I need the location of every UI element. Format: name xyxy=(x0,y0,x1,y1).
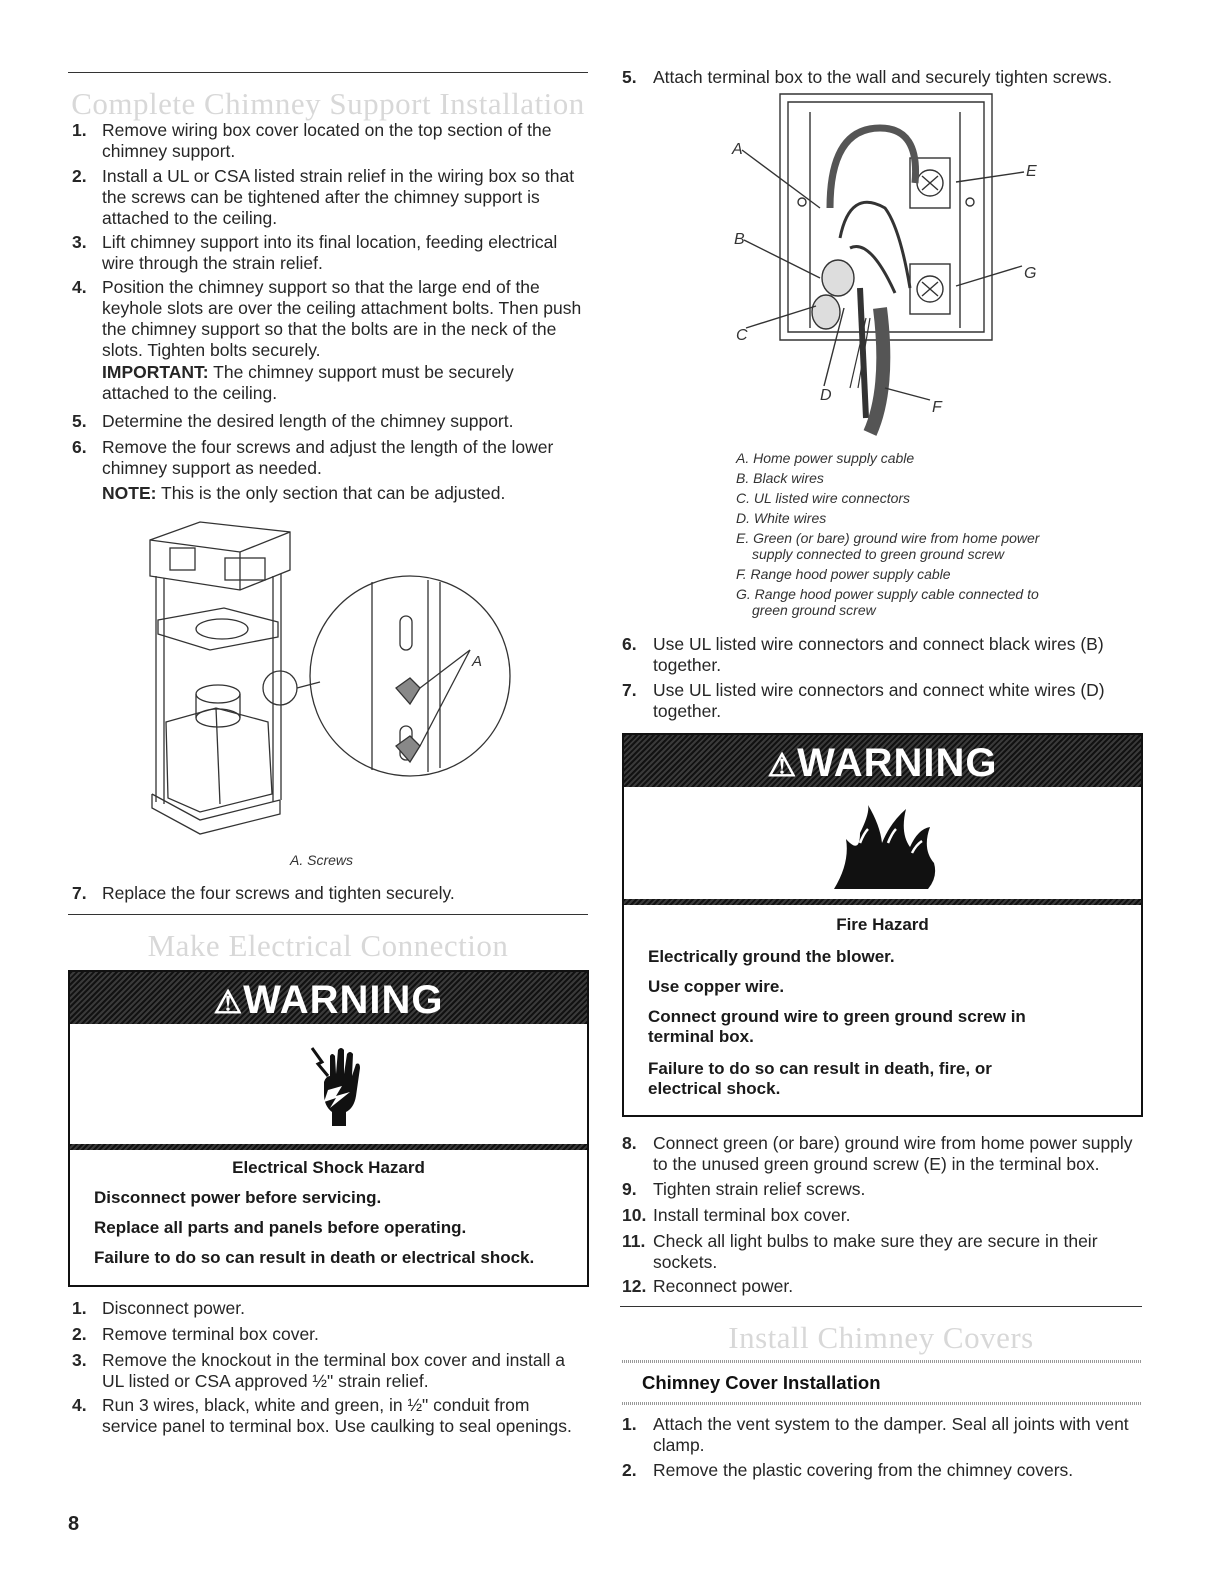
step-number: 6. xyxy=(622,634,637,654)
figure2-label-d: D xyxy=(820,387,832,404)
list-item xyxy=(72,166,587,229)
page-number: 8 xyxy=(68,1513,80,1535)
list-item xyxy=(72,232,587,274)
step-number: 4. xyxy=(72,1395,87,1415)
section-rule xyxy=(68,72,588,73)
step-text: Determine the desired length of the chimney support. xyxy=(102,411,514,431)
section-rule xyxy=(620,1306,1142,1307)
warning-hazard-title: Electrical Shock Hazard xyxy=(232,1158,425,1177)
step-number: 2. xyxy=(72,166,87,186)
step-text: Remove wiring box cover located on the top section of the chimney support. xyxy=(102,120,552,161)
figure1-label-a: A xyxy=(472,653,483,670)
figure2-caption: A. Home power supply cable xyxy=(736,450,915,466)
step-text: Attach the vent system to the damper. Seal all joints with vent clamp. xyxy=(653,1414,1129,1455)
list-item xyxy=(72,1350,587,1392)
warning-divider xyxy=(624,899,1141,905)
step-number: 3. xyxy=(72,232,87,252)
warning-line: Disconnect power before servicing. xyxy=(94,1188,382,1207)
warning-line: Use copper wire. xyxy=(648,977,785,996)
list-item xyxy=(72,277,587,361)
step-text: Lift chimney support into its final location, feeding electrical wire through the strain relief. xyxy=(102,232,558,273)
figure2-caption: E. Green (or bare) ground wire from home power xyxy=(736,530,1040,546)
note-text: This is the only section that can be adjusted. xyxy=(156,483,506,503)
list-item xyxy=(622,1179,1142,1200)
step-number: 12. xyxy=(622,1276,647,1296)
terminal-box-wiring-illustration xyxy=(720,88,1060,443)
figure2-caption: F. Range hood power supply cable xyxy=(736,566,951,582)
section-title-electrical: Make Electrical Connection xyxy=(147,928,509,963)
step-text: Install a UL or CSA listed strain relief in the wiring box so that the screws can be tightened after the chimney support is attached to the ceiling. xyxy=(102,166,575,228)
electrical-shock-icon xyxy=(310,1046,370,1128)
warning-line: Failure to do so can result in death, fire, or electrical shock. xyxy=(648,1059,992,1098)
list-item xyxy=(72,1324,587,1345)
step-number: 10. xyxy=(622,1205,647,1225)
step-number: 5. xyxy=(72,411,87,431)
step-text: Remove terminal box cover. xyxy=(102,1324,319,1344)
step-text: Reconnect power. xyxy=(653,1276,794,1296)
warning-line: Replace all parts and panels before operating. xyxy=(94,1218,467,1237)
step-number: 3. xyxy=(72,1350,87,1370)
step-text: Replace the four screws and tighten securely. xyxy=(102,883,455,903)
list-item xyxy=(72,1298,587,1319)
list-item xyxy=(622,67,1142,88)
step-number: 6. xyxy=(72,437,87,457)
list-item xyxy=(622,1460,1142,1481)
chimney-support-illustration xyxy=(140,512,520,842)
list-item xyxy=(622,1414,1142,1456)
warning-heading: WARNING xyxy=(243,978,444,1022)
step-text: Position the chimney support so that the large end of the keyhole slots are over the ceiling attachment bolts. Then push the chimney support so that the bolts are in the neck of the slots. Tighten bolts securely. xyxy=(102,277,582,360)
step-text: Install terminal box cover. xyxy=(653,1205,851,1225)
subheading-rule-bottom xyxy=(622,1402,1142,1405)
warning-line: Failure to do so can result in death or electrical shock. xyxy=(94,1248,535,1267)
step-number: 11. xyxy=(622,1231,646,1251)
list-item xyxy=(72,883,587,904)
warning-triangle-icon: ⚠ xyxy=(767,747,798,783)
figure2-label-f: F xyxy=(932,399,942,416)
figure2-caption: green ground screw xyxy=(752,602,876,618)
figure2-label-g: G xyxy=(1024,265,1037,282)
step-number: 9. xyxy=(622,1179,637,1199)
step-text: Disconnect power. xyxy=(102,1298,245,1318)
figure2-label-a: A xyxy=(732,141,743,158)
list-item xyxy=(622,634,1142,676)
warning-header xyxy=(624,735,1141,787)
figure2-label-b: B xyxy=(734,231,745,248)
figure2-caption: C. UL listed wire connectors xyxy=(736,490,911,506)
step-number: 8. xyxy=(622,1133,637,1153)
warning-header xyxy=(70,972,587,1024)
warning-line: Electrically ground the blower. xyxy=(648,947,895,966)
important-text: The chimney support must be securely attached to the ceiling. xyxy=(102,362,514,403)
list-item xyxy=(622,1133,1142,1175)
adjust-note xyxy=(102,483,572,504)
step-text: Use UL listed wire connectors and connect black wires (B) together. xyxy=(653,634,1104,675)
step-number: 2. xyxy=(622,1460,637,1480)
figure2-label-e: E xyxy=(1026,163,1037,180)
step-number: 5. xyxy=(622,67,637,87)
list-item xyxy=(72,1395,587,1437)
step-number: 1. xyxy=(72,1298,87,1318)
fire-icon xyxy=(830,803,940,891)
step-text: Check all light bulbs to make sure they are secure in their sockets. xyxy=(653,1231,1098,1272)
step-number: 7. xyxy=(72,883,87,903)
warning-line: Connect ground wire to green ground screw in terminal box. xyxy=(648,1007,1026,1046)
step-number: 2. xyxy=(72,1324,87,1344)
list-item xyxy=(622,1276,1142,1297)
step-text: Remove the plastic covering from the chimney covers. xyxy=(653,1460,1074,1480)
list-item xyxy=(622,680,1142,722)
important-label: IMPORTANT: xyxy=(102,362,209,382)
step-text: Run 3 wires, black, white and green, in ½" conduit from service panel to terminal box. Use caulking to seal openings. xyxy=(102,1395,572,1436)
figure2-caption: G. Range hood power supply cable connected to xyxy=(736,586,1039,602)
step-number: 7. xyxy=(622,680,637,700)
list-item xyxy=(72,411,587,432)
section-title-chimney-support: Complete Chimney Support Installation xyxy=(71,86,585,121)
step-number: 1. xyxy=(622,1414,637,1434)
subheading-chimney-cover: Chimney Cover Installation xyxy=(642,1372,881,1393)
list-item xyxy=(622,1231,1142,1273)
figure2-caption: D. White wires xyxy=(736,510,827,526)
figure1-caption: A. Screws xyxy=(290,852,354,868)
section-rule xyxy=(68,914,588,915)
important-note xyxy=(102,362,572,404)
step-number: 1. xyxy=(72,120,87,140)
figure2-caption: supply connected to green ground screw xyxy=(752,546,1005,562)
warning-box-electrical xyxy=(68,970,589,1287)
warning-triangle-icon: ⚠ xyxy=(213,984,244,1020)
step-text: Tighten strain relief screws. xyxy=(653,1179,866,1199)
section-title-chimney-covers: Install Chimney Covers xyxy=(728,1320,1034,1355)
step-text: Remove the knockout in the terminal box cover and install a UL listed or CSA approved ½" strain relief. xyxy=(102,1350,566,1391)
warning-box-fire xyxy=(622,733,1143,1117)
step-text: Use UL listed wire connectors and connect white wires (D) together. xyxy=(653,680,1105,721)
step-number: 4. xyxy=(72,277,87,297)
warning-divider xyxy=(70,1144,587,1150)
list-item xyxy=(622,1205,1142,1226)
figure2-label-c: C xyxy=(736,327,748,344)
list-item xyxy=(72,437,587,479)
note-label: NOTE: xyxy=(102,483,157,503)
subheading-rule-top xyxy=(622,1360,1142,1363)
warning-hazard-title: Fire Hazard xyxy=(836,915,929,934)
figure2-caption: B. Black wires xyxy=(736,470,824,486)
warning-heading: WARNING xyxy=(797,741,998,785)
step-text: Remove the four screws and adjust the length of the lower chimney support as needed. xyxy=(102,437,554,478)
step-text: Attach terminal box to the wall and securely tighten screws. xyxy=(653,67,1113,87)
step-text: Connect green (or bare) ground wire from home power supply to the unused green ground screw (E) in the terminal box. xyxy=(653,1133,1133,1174)
list-item xyxy=(72,120,587,162)
